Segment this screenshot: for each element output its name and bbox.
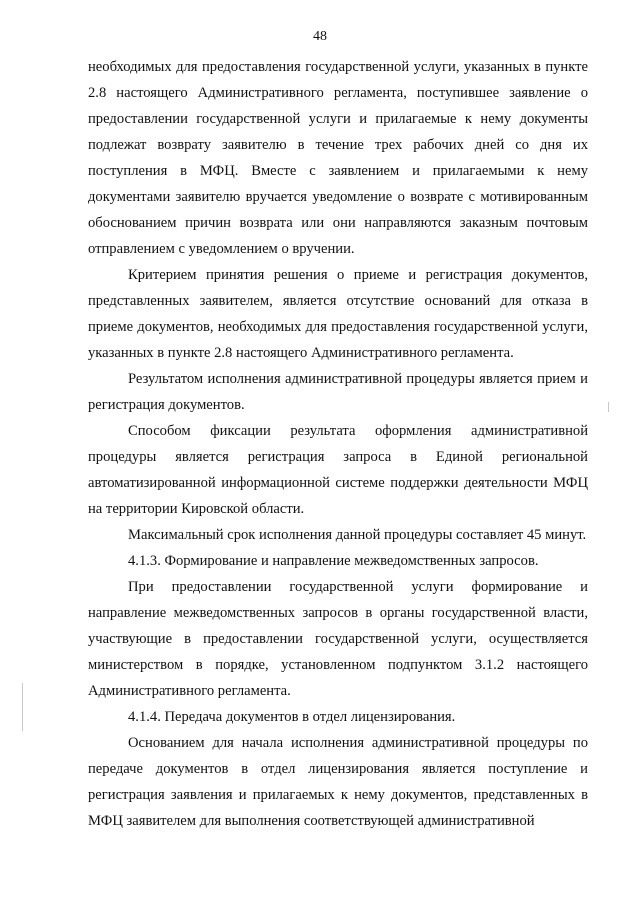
paragraph-interagency-requests: При предоставлении государственной услуги формирование и направление межведомственных запросов в органы государственной власти, участвующие в предоставлении государственной услуги, осуществляется министерством в порядке, установленном подпунктом 3.1.2 настоящего Административного регламента.: [88, 579, 588, 699]
paragraph-max-duration: Максимальный срок исполнения данной процедуры составляет 45 минут.: [128, 527, 587, 543]
page-number: 48: [313, 29, 327, 44]
paragraph-procedure-result: Результатом исполнения административной процедуры является прием и регистрация документов.: [88, 371, 588, 413]
paragraph-recording-method: Способом фиксации результата оформления административной процедуры является регистрация запроса в Единой региональной автоматизированной информационной системе поддержки деятельности МФЦ на территории Кировской области.: [88, 423, 588, 517]
paragraph-document-transfer: Основанием для начала исполнения административной процедуры по передаче документов в отдел лицензирования является поступление и регистрация заявления и прилагаемых к нему документов, представленных в МФЦ заявителем для выполнения соответствующей административной: [88, 735, 588, 829]
section-heading-4-1-3: 4.1.3. Формирование и направление межведомственных запросов.: [128, 553, 539, 569]
document-body: [88, 54, 588, 834]
scan-margin-mark: [22, 683, 23, 731]
paragraph-continuation: необходимых для предоставления государственной услуги, указанных в пункте 2.8 настоящего Административного регламента, поступившее заявление о предоставлении государственной услуги и прилагаемые к нему документы подлежат возврату заявителю в течение трех рабочих дней со дня их поступления в МФЦ. Вместе с заявлением и прилагаемыми к нему документами заявителю вручается уведомление о возврате с мотивированным обоснованием причин возврата или они направляются заказным почтовым отправлением с уведомлением о вручении.: [88, 59, 588, 257]
section-heading-4-1-4: 4.1.4. Передача документов в отдел лицензирования.: [128, 709, 456, 725]
scan-margin-mark: [608, 402, 609, 412]
paragraph-acceptance-criterion: Критерием принятия решения о приеме и регистрация документов, представленных заявителем, является отсутствие оснований для отказа в приеме документов, необходимых для предоставления государственной услуги, указанных в пункте 2.8 настоящего Административного регламента.: [88, 267, 588, 361]
